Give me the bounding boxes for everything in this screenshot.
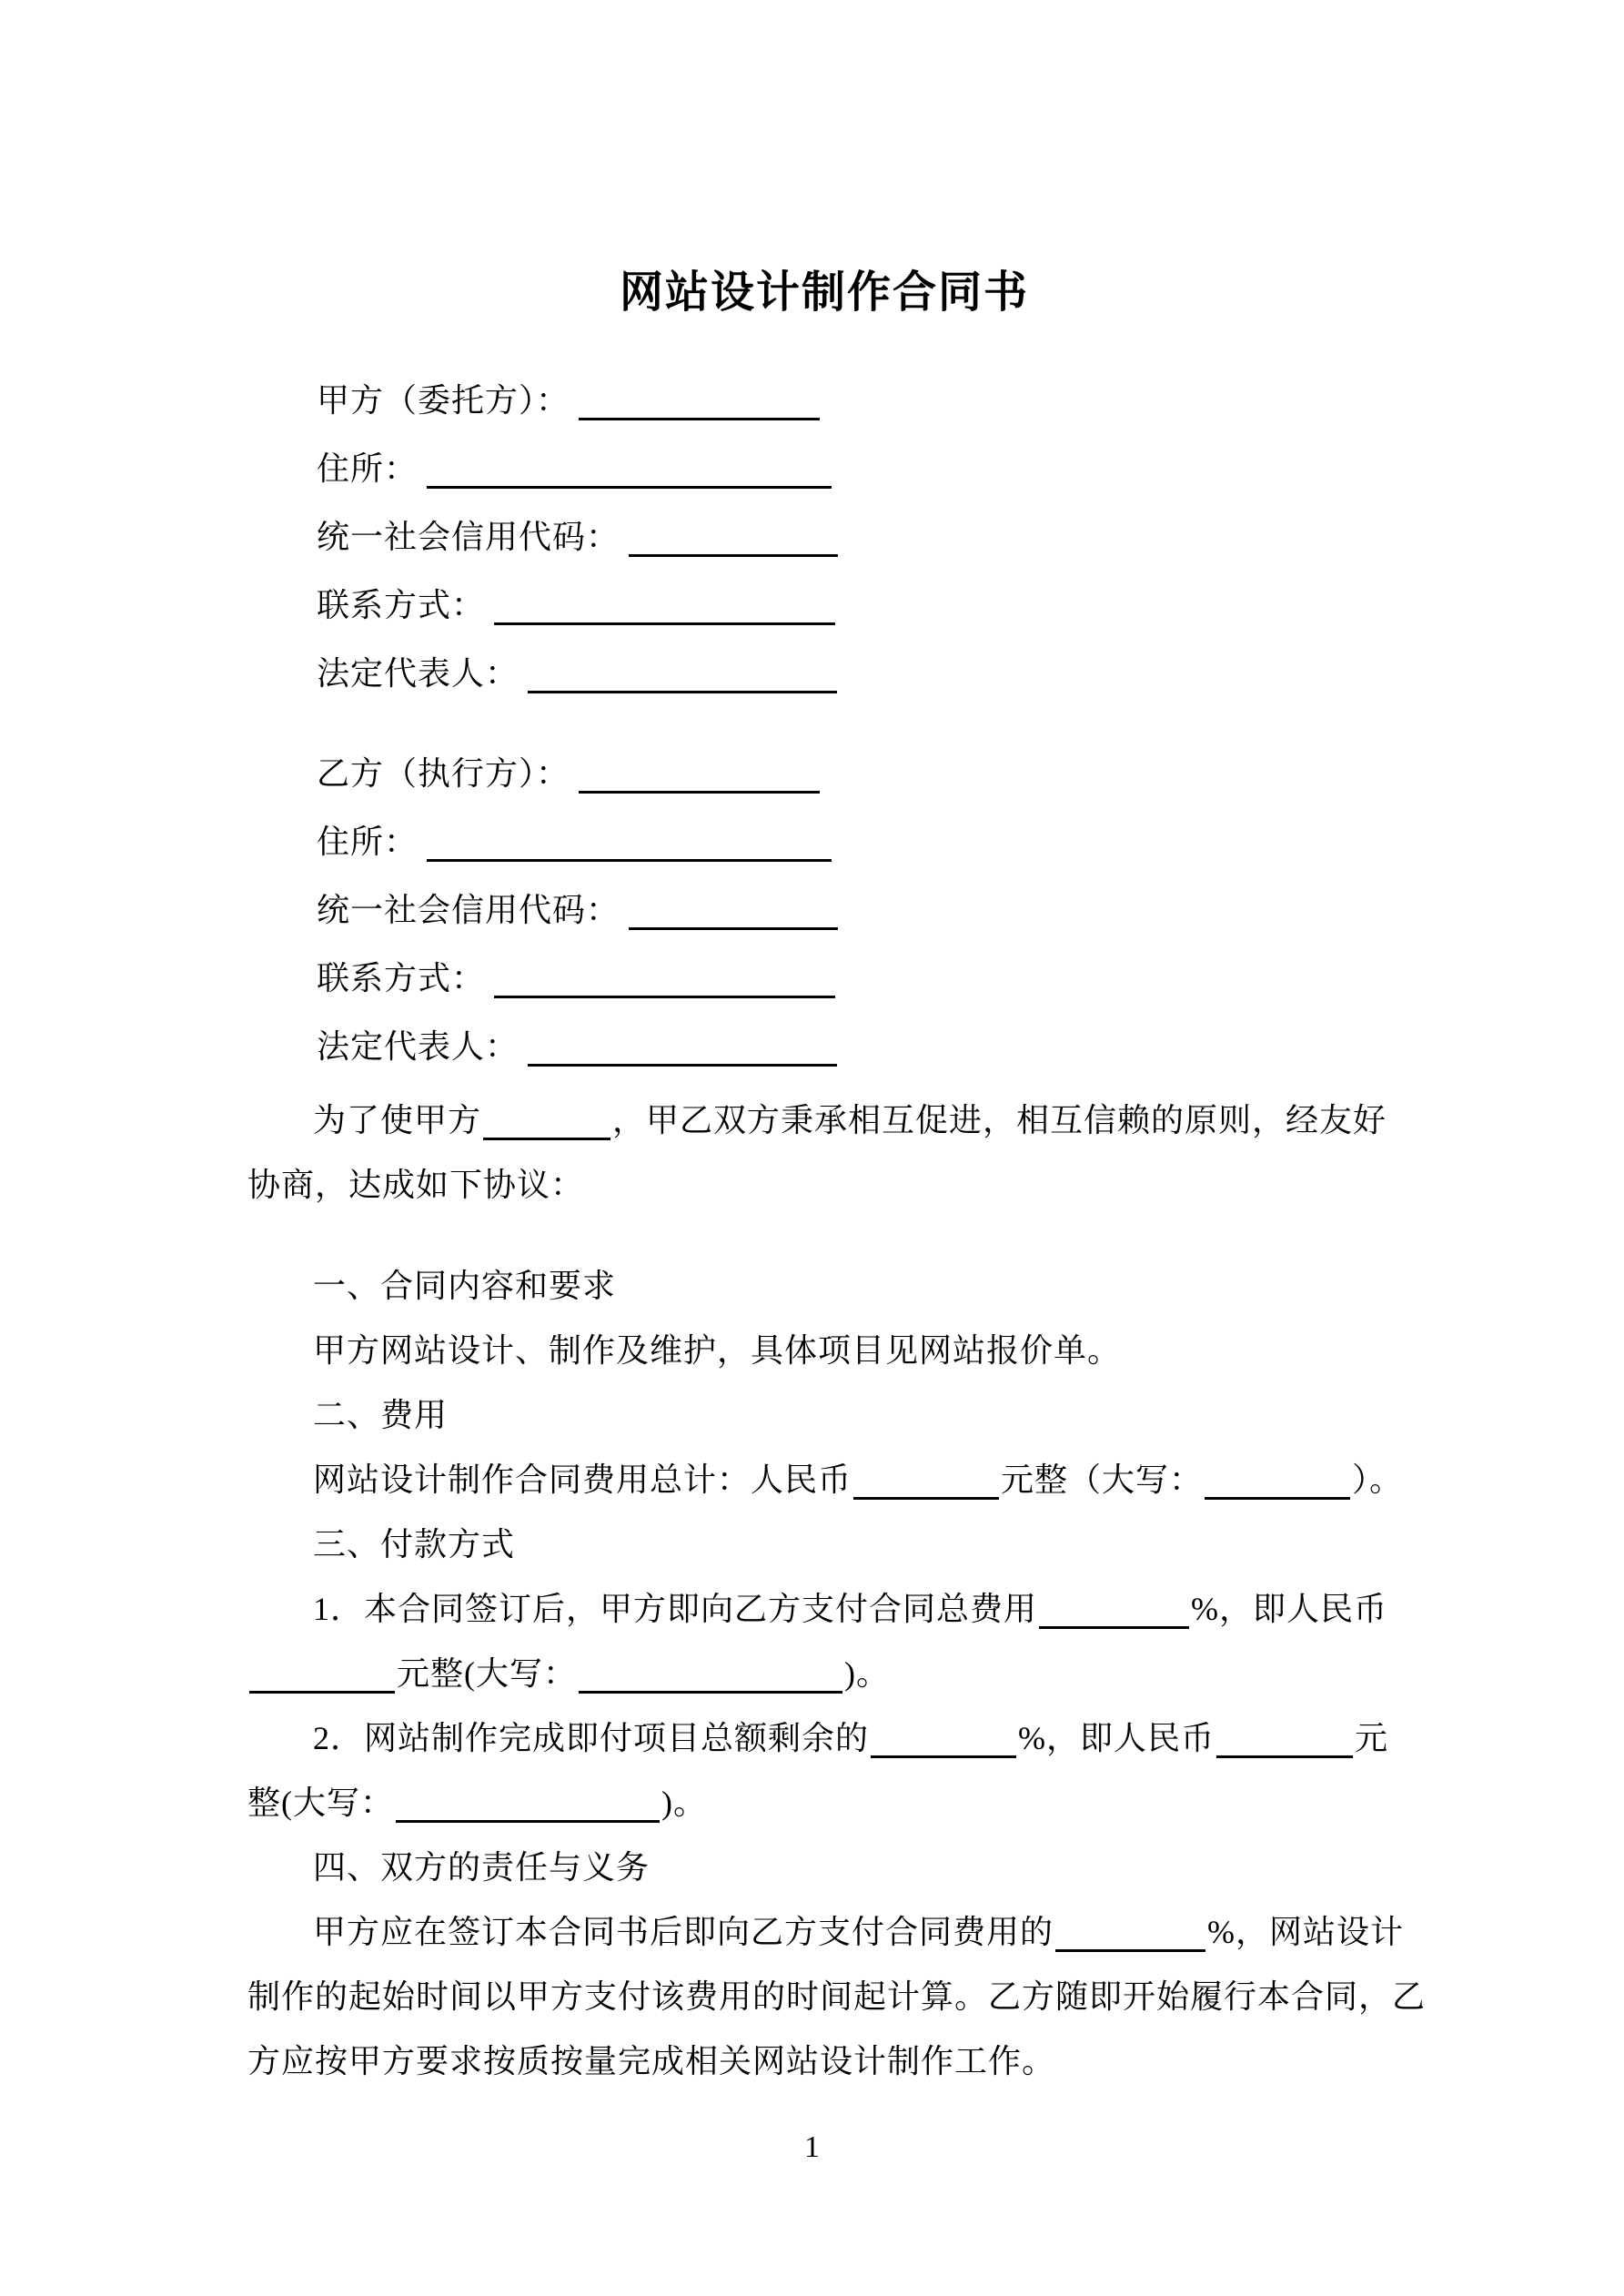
paragraph-line	[247, 1153, 1401, 1218]
form-field-row	[247, 367, 1401, 435]
fill-in-blank	[853, 1461, 999, 1500]
paragraph-line	[247, 1706, 1401, 1771]
field-label: 法定代表人：	[317, 1028, 519, 1065]
paragraph-text: 四、双方的责任与义务	[313, 1849, 651, 1886]
fill-in-blank	[1039, 1590, 1189, 1629]
paragraph-text: )。	[844, 1655, 890, 1692]
paragraph-text: )。	[661, 1785, 707, 1821]
form-field-row	[247, 503, 1401, 571]
paragraph-text: 协商，达成如下协议：	[247, 1167, 585, 1203]
field-label: 甲方（委托方）：	[317, 382, 570, 419]
fill-in-blank	[528, 654, 837, 693]
fill-in-blank	[483, 1101, 610, 1140]
fill-in-blank	[579, 381, 820, 420]
field-label: 联系方式：	[317, 960, 486, 996]
fill-in-blank	[427, 450, 832, 489]
fill-in-blank	[249, 1654, 395, 1694]
paragraph-text: %，即人民币	[1018, 1720, 1215, 1756]
paragraph-text: 方应按甲方要求按质按量完成相关网站设计制作工作。	[247, 2043, 1056, 2079]
fill-in-blank	[396, 1784, 660, 1823]
field-label: 住所：	[317, 824, 419, 860]
paragraph-text: 整(大写：	[247, 1785, 394, 1821]
paragraph-line	[247, 1088, 1401, 1153]
fill-in-blank	[579, 754, 820, 794]
form-field-row	[247, 571, 1401, 640]
paragraph-text: 为了使甲方	[313, 1102, 482, 1138]
paragraph-text: ，甲乙双方秉承相互促进，相互信赖的原则，经友好	[612, 1102, 1387, 1138]
paragraph-line	[247, 1512, 1401, 1577]
form-field-row	[247, 435, 1401, 503]
paragraph-text: 1．本合同签订后，甲方即向乙方支付合同总费用	[313, 1591, 1038, 1627]
form-field-row	[247, 640, 1401, 708]
paragraph-line	[247, 1383, 1401, 1448]
paragraph-text: 制作的起始时间以甲方支付该费用的时间起计算。乙方随即开始履行本合同，乙	[247, 1978, 1427, 2015]
field-label: 统一社会信用代码：	[317, 892, 620, 928]
paragraph-text: ）。	[1352, 1462, 1404, 1498]
form-field-row	[247, 945, 1401, 1013]
fill-in-blank	[528, 1027, 837, 1067]
form-field-row	[247, 808, 1401, 876]
paragraph-line	[247, 1836, 1401, 1900]
party-b-fields	[247, 740, 1401, 1081]
blank-line	[247, 1218, 1401, 1254]
fill-in-blank	[1205, 1461, 1350, 1500]
field-label: 法定代表人：	[317, 655, 519, 692]
field-label: 乙方（执行方）：	[317, 755, 570, 792]
paragraph-text: %，即人民币	[1191, 1591, 1388, 1627]
party-a-fields	[247, 367, 1401, 708]
paragraph-line	[247, 1577, 1401, 1642]
paragraph-line	[247, 1319, 1401, 1383]
paragraph-line	[247, 2029, 1401, 2094]
paragraph-line	[247, 1254, 1401, 1319]
paragraph-line	[247, 1965, 1427, 2029]
fill-in-blank	[494, 586, 835, 625]
form-field-row	[247, 876, 1401, 945]
paragraph-line	[247, 1900, 1405, 1965]
fill-in-blank	[871, 1719, 1016, 1758]
fill-in-blank	[629, 891, 838, 930]
paragraph-text: 甲方网站设计、制作及维护，具体项目见网站报价单。	[313, 1332, 1122, 1369]
fill-in-blank	[427, 823, 832, 862]
fill-in-blank	[1216, 1719, 1353, 1758]
fill-in-blank	[629, 518, 838, 557]
document-title: 网站设计制作合同书	[619, 268, 1029, 317]
paragraph-line	[247, 1642, 1401, 1706]
paragraph-text: 2．网站制作完成即付项目总额剩余的	[313, 1720, 870, 1756]
paragraph-text: 三、付款方式	[313, 1526, 516, 1563]
paragraph-text: 二、费用	[313, 1397, 449, 1433]
field-label: 住所：	[317, 450, 419, 487]
fill-in-blank	[579, 1654, 842, 1694]
paragraph-line	[247, 1448, 1404, 1512]
field-label: 联系方式：	[317, 587, 486, 623]
contract-body	[247, 1088, 1427, 2094]
paragraph-text: 甲方应在签订本合同书后即向乙方支付合同费用的	[313, 1914, 1054, 1950]
form-field-row	[247, 1013, 1401, 1081]
paragraph-text: %，网站设计	[1207, 1914, 1405, 1950]
field-label: 统一社会信用代码：	[317, 519, 620, 555]
paragraph-line	[247, 1771, 1401, 1836]
paragraph-text: 元整(大写：	[397, 1655, 577, 1692]
fill-in-blank	[494, 959, 835, 998]
paragraph-text: 网站设计制作合同费用总计：人民币	[313, 1462, 852, 1498]
fill-in-blank	[1055, 1913, 1205, 1952]
page-number: 1	[804, 2130, 820, 2164]
paragraph-text: 一、合同内容和要求	[313, 1268, 617, 1304]
paragraph-text: 元整（大写：	[1001, 1462, 1204, 1498]
form-field-row	[247, 740, 1401, 808]
paragraph-text: 元	[1355, 1720, 1389, 1756]
